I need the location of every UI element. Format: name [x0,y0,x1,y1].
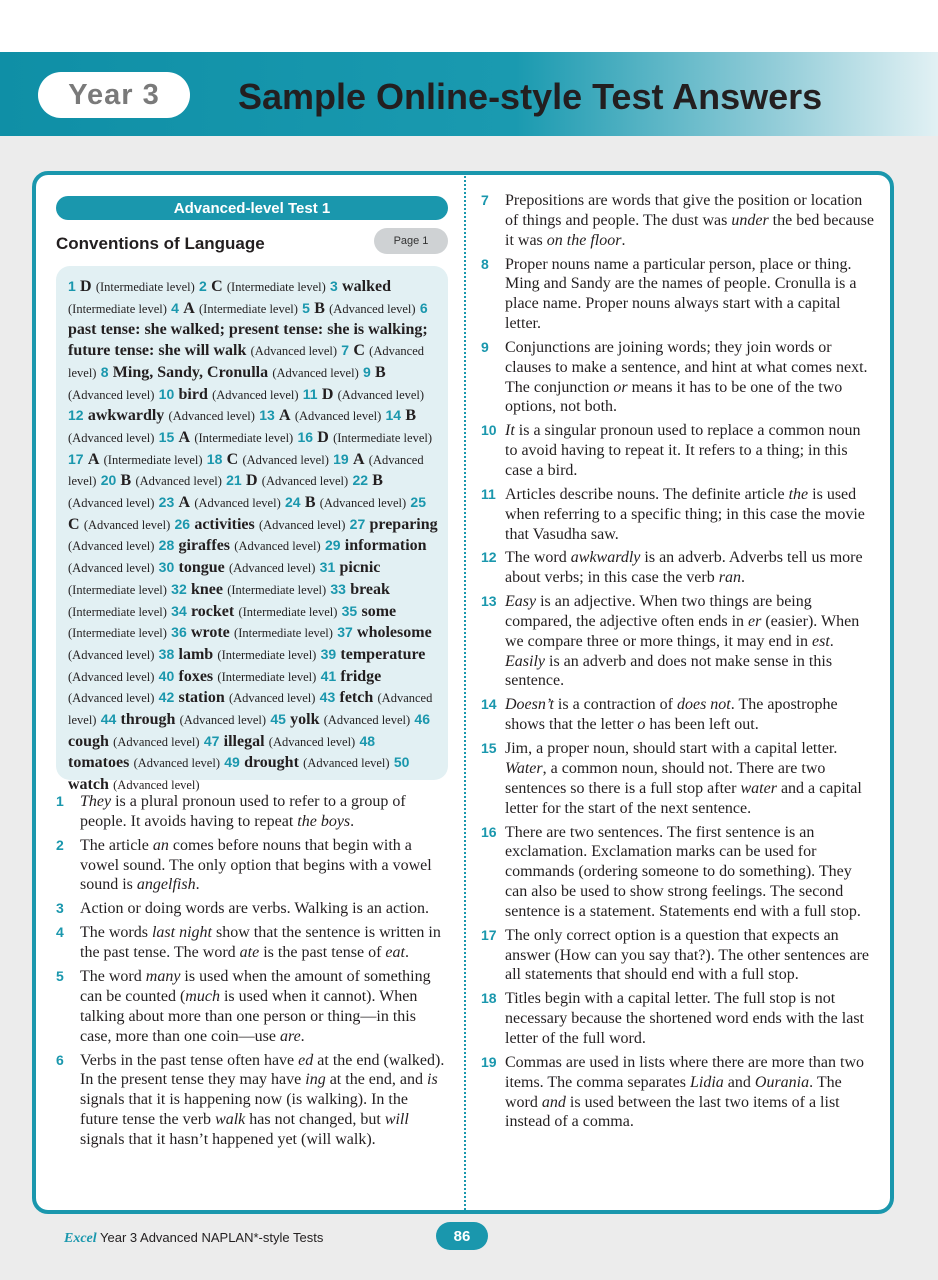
answer-level: (Advanced level) [135,474,222,489]
answer-value: C [68,515,80,533]
explanation-number: 19 [481,1053,497,1070]
answer-value: giraffes [178,537,231,555]
answer-number: 1 [68,278,76,294]
answer-value: B [372,472,383,490]
answer-value: B [375,363,386,381]
explanation-item [481,255,874,334]
answer-number: 12 [68,407,84,424]
explanation-number: 2 [56,836,64,853]
explanation-number: 15 [481,740,497,757]
answer-number: 6 [419,299,428,316]
answer-value: C [226,450,239,468]
page-tag: Page 1 [374,228,448,254]
explanation-number: 17 [481,926,497,943]
answer-item [159,427,294,446]
explanation-item [481,592,874,691]
explanation-item [481,926,874,985]
explanation-number: 7 [481,192,489,208]
answer-item [101,362,359,381]
answer-value: temperature [340,645,426,663]
answer-level: (Advanced level) [323,713,411,728]
answer-number: 34 [171,602,187,619]
answer-number: 9 [363,363,371,380]
answer-key-box [56,266,448,794]
explanation-text: Doesn’t is a contraction of does not. The apostrophe shows that the letter o has been left out. [505,696,838,734]
answer-number: 33 [330,580,346,597]
footer-brand: Excel [64,1231,97,1246]
explanation-item [481,191,874,250]
answer-item [199,276,326,295]
answer-number: 14 [385,407,402,424]
answer-value: through [120,711,176,729]
answer-level: (Advanced level) [68,387,155,402]
answer-item [207,449,329,468]
answer-number: 18 [206,450,223,467]
answer-number: 49 [224,754,240,771]
answer-number: 48 [359,732,376,749]
answer-item [68,405,255,424]
answer-level: (Advanced level) [68,561,155,576]
answer-level: (Advanced level) [272,365,359,380]
answer-value: Ming, Sandy, Cronulla [112,363,269,381]
answer-item [101,470,222,489]
explanation-number: 4 [56,924,64,941]
answer-value: A [178,428,191,446]
answer-number: 15 [158,428,175,445]
answer-number: 47 [203,732,220,749]
answer-value: yolk [290,711,320,729]
answer-item [174,514,345,533]
answer-item [159,384,299,403]
answer-level: (Advanced level) [68,430,155,445]
answer-value: walked [342,278,391,295]
answer-item [171,622,333,641]
answer-number: 45 [270,711,286,728]
answer-value: information [344,537,427,555]
answer-item [159,666,317,685]
footer-text [64,1230,323,1247]
answer-value: tomatoes [68,754,130,772]
answer-level: (Intermediate level) [217,647,317,662]
answer-level: (Advanced level) [83,517,171,532]
answer-number: 44 [100,711,117,728]
answer-value: D [321,385,334,403]
answer-number: 41 [320,667,337,684]
answer-number: 10 [158,385,175,402]
answer-number: 28 [158,537,175,554]
answer-level: (Advanced level) [68,496,155,511]
answer-item [171,579,326,598]
answer-value: B [314,299,325,317]
answer-number: 19 [333,450,349,467]
answer-value: A [279,407,291,425]
answer-level: (Advanced level) [234,539,321,554]
answer-level: (Advanced level) [68,452,424,489]
answer-value: cough [68,732,109,750]
explanation-text: Easy is an adjective. When two things are being compared, the adjective often ends in er (easier). When we compare three or more things, it may end in est. Easily is an adverb and does not make sense in this sentence. [505,593,860,690]
answer-item [226,470,348,489]
explanation-number: 8 [481,255,489,272]
answer-level: (Advanced level) [258,517,346,532]
answer-level: (Advanced level) [133,756,220,771]
answer-value: awkwardly [87,407,165,425]
answer-level: (Intermediate level) [227,582,327,597]
answer-level: (Advanced level) [68,539,155,554]
answer-number: 13 [259,407,275,424]
answer-level: (Advanced level) [212,387,299,402]
answer-value: A [178,494,191,512]
explanation-item [56,792,448,832]
answer-value: fetch [339,689,374,707]
answer-item [224,752,389,771]
explanation-number: 14 [481,696,497,713]
answer-item [297,427,432,446]
answer-level: (Intermediate level) [103,452,203,467]
explanation-text: The word awkwardly is an adverb. Adverbs tell us more about verbs; in this case the verb ran. [505,549,863,587]
answer-value: A [352,450,365,468]
answer-level: (Advanced level) [68,691,433,728]
answer-item [159,687,316,706]
answer-item [171,601,337,620]
answer-level: (Advanced level) [228,691,316,706]
answer-value: D [80,278,92,295]
answer-item [204,731,355,750]
answer-level: (Intermediate level) [333,430,433,445]
explanation-text: Conjunctions are joining words; they join words or clauses to make a sentence, and hint at what comes next. The conjunction or means it has to be one of the two options, not both. [505,338,868,416]
explanation-text: There are two sentences. The first sentence is an exclamation. Exclamation marks can be used for commands (ordering someone to do something). They can also be used to show strong feelings. The second sentence is a statement. Statements end with a full stop. [505,823,861,920]
answer-value: B [120,472,132,490]
answer-number: 25 [410,494,426,511]
explanation-text: The article an comes before nouns that begin with a vowel sound. The only option that begins with a vowel sound is angelfish. [80,836,432,894]
answer-number: 11 [302,385,318,402]
answer-number: 29 [324,537,341,554]
answer-value: watch [68,776,109,794]
page-title: Sample Online-style Test Answers [238,76,823,117]
answer-level: (Intermediate level) [68,301,167,316]
footer-title: Year 3 Advanced NAPLAN*-style Tests [96,1230,324,1245]
answer-value: B [405,407,417,425]
answer-level: (Intermediate level) [68,604,167,619]
explanation-text: The only correct option is a question that expects an answer (How can you say that?). The other sentences are all statements that should end with a full stop. [505,926,869,984]
answer-number: 43 [319,689,336,706]
answer-level: (Advanced level) [68,669,155,684]
explanation-text: Commas are used in lists where there are more than two items. The comma separates Lidia and Ourania. The word and is used between the last two items of a list instead of a comma. [505,1053,864,1131]
answer-number: 17 [68,450,84,467]
explanation-item [56,836,448,895]
explanation-item [56,967,448,1046]
explanations-left-column [56,792,448,1154]
answer-level: (Advanced level) [68,647,155,662]
answer-level: (Advanced level) [194,496,281,511]
explanation-item [481,548,874,588]
explanation-item [481,485,874,544]
explanation-number: 6 [56,1051,64,1068]
page-top-margin [0,0,938,52]
answer-item [302,298,415,317]
answer-level: (Intermediate level) [226,280,326,294]
answer-number: 5 [302,299,310,316]
answer-number: 30 [158,559,175,576]
explanation-text: It is a singular pronoun used to replace a common noun to avoid having to repeat it. It refers to a thing; in this case a bird. [505,422,861,479]
answer-number: 21 [226,472,242,489]
answer-level: (Advanced level) [68,691,155,706]
explanation-number: 11 [481,485,496,502]
answer-level: (Advanced level) [179,713,267,728]
answer-number: 7 [341,342,350,359]
answer-level: (Advanced level) [228,561,316,576]
answer-level: (Advanced level) [303,756,390,771]
answer-level: (Advanced level) [250,344,338,359]
answer-item [159,492,281,511]
answer-item [159,535,321,554]
answer-level: (Advanced level) [168,409,255,424]
year-label: Year 3 [38,72,190,118]
explanation-text: Jim, a proper noun, should start with a capital letter. Water, a common noun, should not. There are two sentences so there is a full stop after water and a capital letter for the start of the next sentence. [505,740,862,817]
explanation-text: Action or doing words are verbs. Walking is an action. [80,900,430,918]
explanation-text: They is a plural pronoun used to refer to a group of people. It avoids having to repeat the boys. [80,793,406,830]
answer-level: (Advanced level) [337,387,425,402]
explanation-item [481,1053,874,1132]
explanation-item [56,899,448,919]
explanation-item [481,695,874,735]
answer-number: 38 [158,645,175,662]
explanation-item [481,989,874,1048]
answer-value: station [178,689,225,707]
answer-level: (Intermediate level) [199,301,298,316]
answer-value: preparing [369,515,438,533]
answer-number: 27 [349,515,366,532]
answer-value: knee [190,580,223,598]
answer-value: lamb [178,645,214,663]
answer-level: (Advanced level) [242,452,329,467]
answer-value: break [350,580,390,598]
explanation-item [56,923,448,963]
answer-item [303,384,424,403]
answer-value: C [211,278,223,295]
answer-item [101,709,266,728]
explanation-text: Prepositions are words that give the position or location of things and people. The dust was under the bed because it was on the floor. [505,192,874,249]
answer-item [68,276,195,295]
answer-number: 31 [319,559,336,576]
answer-value: bird [178,385,208,403]
answer-level: (Advanced level) [113,778,200,793]
answer-value: wrote [190,624,230,642]
answer-value: A [183,299,195,317]
answer-item [68,449,203,468]
answer-number: 36 [171,624,187,641]
answer-item [159,644,317,663]
answer-item [159,557,316,576]
answer-number: 23 [158,494,175,511]
answer-level: (Intermediate level) [68,582,167,597]
answer-number: 4 [171,299,179,316]
answer-level: (Advanced level) [113,734,200,749]
answer-number: 20 [100,472,117,489]
answer-value: A [87,450,100,468]
answer-number: 8 [100,363,109,380]
answer-number: 35 [341,602,358,619]
answer-value: D [245,472,258,490]
answer-value: picnic [339,559,381,577]
answer-value: rocket [190,602,235,620]
explanation-number: 12 [481,549,497,566]
answer-item [285,492,406,511]
explanation-text: Proper nouns name a particular person, place or thing. Ming and Sandy are the names of people. Cronulla is a place name. Proper nouns always start with a capital letter. [505,255,857,332]
answer-value: activities [194,515,255,533]
answer-number: 2 [199,278,207,294]
answer-value: D [317,428,329,446]
explanations-right-column [481,191,874,1136]
explanation-item [481,338,874,417]
explanation-item [481,739,874,818]
answer-level: (Advanced level) [294,409,382,424]
answer-level: (Advanced level) [261,474,349,489]
answer-number: 46 [414,711,430,728]
answer-level: (Advanced level) [319,496,407,511]
answer-number: 26 [174,515,191,532]
explanation-number: 1 [56,793,64,809]
answer-level: (Intermediate level) [95,280,195,294]
explanation-number: 10 [481,422,497,439]
explanation-text: Verbs in the past tense often have ed at the end (walked). In the present tense they may have ing at the end, and is signals that it is happening now (is walking). In the future tense the verb walk has not changed, but will signals that it hasn’t happened yet (will walk). [80,1051,445,1148]
answer-level: (Advanced level) [68,344,424,380]
answer-level: (Intermediate level) [194,430,294,445]
answer-level: (Intermediate level) [68,626,167,641]
answer-value: past tense: she walked; present tense: she is walking; future tense: she will walk [68,321,428,360]
answer-value: tongue [178,559,225,577]
answer-level: (Intermediate level) [238,604,338,619]
explanation-number: 5 [56,968,64,985]
page-number: 86 [436,1222,488,1250]
answer-item [259,405,381,424]
answer-number: 42 [158,689,175,706]
answer-value: drought [244,754,299,772]
explanation-number: 13 [481,593,497,610]
explanation-item [481,823,874,922]
answer-number: 50 [393,754,410,771]
answer-value: some [361,602,397,620]
answer-number: 40 [158,667,175,684]
explanation-number: 18 [481,990,497,1007]
answer-number: 16 [297,428,314,445]
answer-number: 3 [330,278,338,294]
answer-item [270,709,410,728]
explanation-text: Articles describe nouns. The definite article the is used when referring to a specific thing; in this case the movie that Vasudha saw. [505,485,865,543]
answer-level: (Intermediate level) [217,669,317,684]
answer-number: 39 [320,645,337,662]
answer-value: fridge [340,667,382,685]
answer-number: 32 [171,580,187,597]
section-heading: Conventions of Language [56,234,265,253]
explanation-item [481,421,874,480]
answer-value: B [304,494,316,512]
explanation-item [56,1051,448,1150]
answer-level: (Advanced level) [268,734,356,749]
explanation-text: The word many is used when the amount of something can be counted (much is used when it cannot). When talking about more than one person or thing—in this case, more than one coin—use are. [80,968,431,1045]
explanation-text: Titles begin with a capital letter. The full stop is not necessary because the shortened word ends with the last letter of the full word. [505,990,864,1047]
explanation-number: 3 [56,900,64,917]
explanation-text: The words last night show that the sentence is written in the past tense. The word ate is the past tense of eat. [80,924,441,962]
test-name-badge: Advanced-level Test 1 [56,196,448,220]
answer-number: 22 [352,472,369,489]
answer-value: C [353,342,365,360]
answer-number: 37 [337,624,353,641]
answer-level: (Intermediate level) [234,626,333,641]
answer-number: 24 [284,494,301,511]
answer-level: (Advanced level) [329,301,416,316]
explanation-number: 16 [481,823,497,840]
column-divider [464,173,466,1213]
answer-value: foxes [178,667,214,685]
answer-value: wholesome [357,624,432,642]
answer-item [171,298,298,317]
explanation-number: 9 [481,338,489,355]
answer-value: illegal [223,732,265,750]
